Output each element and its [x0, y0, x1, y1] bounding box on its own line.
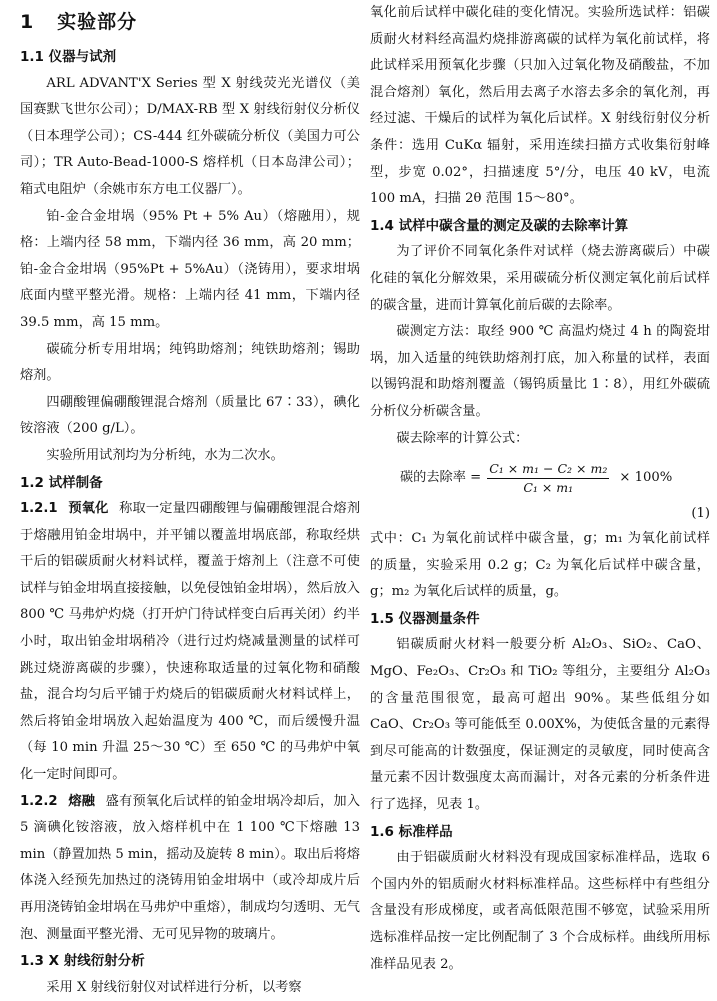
- xrd-paragraph-start: 采用 X 射线衍射仪对试样进行分析，以考察: [46, 979, 302, 995]
- subsection-1-6-title: 1.6 标准样品: [370, 823, 453, 840]
- equation-number-row: [370, 502, 710, 526]
- subsection-1-2-2-name: 熔融: [68, 793, 96, 809]
- subsection-1-1-title: 1.1 仪器与试剂: [20, 49, 117, 65]
- formula-body: [400, 458, 672, 498]
- right-column: [370, 0, 710, 978]
- formula-intro: 碳去除率的计算公式：: [396, 430, 529, 446]
- measurement-conditions-paragraph: 铝碳质耐火材料一般要分析 Al₂O₃、SiO₂、CaO、MgO、Fe₂O₃、Cr₂O₃ 和 TiO₂ 等组分，主要组分 Al₂O₃ 的含量范围很宽，最高可超出 90%。某些低组分如 CaO、Cr₂O₃ 等可能低至 0.00X%，为使低含量的元素得到尽可能高的计数强度，保证测定的灵敏度，同时使高含量元素不因计数强度太高而漏计，对各元素的分析条件进行了选择，见表 1。: [370, 637, 710, 813]
- subsection-1-2-title: 1.2 试样制备: [20, 474, 103, 491]
- section-title: 实验部分: [57, 11, 138, 33]
- flux-paragraph: 四硼酸锂偏硼酸锂混合熔剂（质量比 67∶33），碘化铵溶液（200 g/L）。: [20, 394, 360, 437]
- cs-crucible-paragraph: 碳硫分析专用坩埚；纯钨助熔剂；纯铁助熔剂；锡助熔剂。: [20, 341, 360, 384]
- section-heading: [20, 4, 360, 40]
- subsection-1-5-title: 1.5 仪器测量条件: [370, 610, 480, 627]
- formula-numerator: C₁ × m₁ − C₂ × m₂: [487, 460, 609, 479]
- formula-variables-paragraph: 式中：C₁ 为氧化前试样中碳含量，g；m₁ 为氧化前试样的质量，实验采用 0.2 g；C₂ 为氧化后试样中碳含量，g；m₂ 为氧化后试样的质量，g。: [370, 531, 710, 600]
- formula-denominator: C₁ × m₁: [523, 479, 574, 495]
- crucible-paragraph: 铂-金合金坩埚（95% Pt + 5% Au）（熔融用），规格：上端内径 58 mm，下端内径 36 mm，高 20 mm；铂-金合金坩埚（95%Pt + 5%Au）（浇铸用），要求坩埚底面内壁平整光滑。规格：上端内径 41 mm，下端内径 39.5 mm，高 15 mm。: [20, 208, 360, 330]
- formula-label: 碳的去除率 =: [400, 469, 482, 485]
- xrd-paragraph-cont: 氧化前后试样中碳化硅的变化情况。实验所选试样：铝碳质耐火材料经高温灼烧排游离碳的试样为氧化前试样，将此试样采用预氧化步骤（只加入过氧化物及硝酸盐，不加混合熔剂）氧化，然后用去离子水溶去多余的氧化剂，再经过滤、干燥后的试样为氧化后试样。X 射线衍射仪分析条件：选用 CuKα 辐射，采用连续扫描方式收集衍射峰型，步宽 0.02°，扫描速度 5°/分，电压 40 kV，电流 100 mA，扫描 2θ 范围 15～80°。: [370, 5, 710, 207]
- subsection-1-2-1-name: 预氧化: [68, 501, 109, 517]
- formula-fraction: [487, 460, 609, 497]
- standard-samples-paragraph: 由于铝碳质耐火材料没有现成国家标准样品，选取 6 个国内外的铝质耐火材料标准样品。这些标样中有些组分含量没有形成梯度，或者高低限范围不够宽，试验采用所选标准样品按一定比例配制了 3 个合成标样。曲线所用标准样品见表 2。: [370, 850, 710, 972]
- subsection-1-3-title: 1.3 X 射线衍射分析: [20, 953, 145, 970]
- section-number: 1: [20, 11, 35, 33]
- subsection-1-2-2-number: 1.2.2: [20, 793, 58, 809]
- equation-number: (1): [691, 506, 710, 522]
- instruments-paragraph: ARL ADVANT'X Series 型 X 射线荧光光谱仪（美国赛默飞世尔公司）；D/MAX-RB 型 X 射线衍射仪分析仪（日本理学公司）；CS-444 红外碳硫分析仪（美国力可公司）；TR Auto-Bead-1000-S 熔样机（日本岛津公司）；箱式电阻炉（余姚市东方电工仪器厂）。: [20, 75, 360, 197]
- left-column: [20, 0, 360, 1001]
- subsection-1-2-1-number: 1.2.1: [20, 501, 58, 517]
- reagent-paragraph: 实验所用试剂均为分析纯，水为二次水。: [46, 447, 284, 463]
- fusion-paragraph: [20, 789, 360, 949]
- formula-tail: × 100%: [619, 469, 673, 485]
- fusion-text: 盛有预氧化后试样的铂金坩埚冷却后，加入 5 滴碘化铵溶液，放入熔样机中在 1 100 ℃下熔融 13 min（静置加热 5 min，摇动及旋转 8 min）。取出后将熔体浇入经预先加热过的浇铸用铂金坩埚中（或冷却成片后再用浇铸铂金坩埚在马弗炉中重熔），制成均匀透明、无气泡、测量面平整光滑、无可见异物的玻璃片。: [20, 793, 361, 942]
- preoxidation-text: 称取一定量四硼酸锂与偏硼酸锂混合熔剂于熔融用铂金坩埚中，并平铺以覆盖坩埚底部，称取经烘干后的铝碳质耐火材料试样，覆盖于熔剂上（注意不可使试样与铂金坩埚直接接触，以免侵蚀铂金坩埚），然后放入 800 ℃ 马弗炉灼烧（打开炉门待试样变白后再关闭）约半小时，取出铂金坩埚稍冷（进行过灼烧减量测量的试样可跳过烧游离碳的步骤），快速称取适量的过氧化物和硝酸盐，混合均匀后平铺于灼烧后的铝碳质耐火材料试样上，然后将铂金坩埚放入起始温度为 400 ℃，而后缓慢升温（每 10 min 升温 25～30 ℃）至 650 ℃ 的马弗炉中氧化一定时间即可。: [20, 501, 361, 783]
- preoxidation-paragraph: [20, 496, 360, 789]
- removal-rate-formula: [370, 454, 710, 500]
- carbon-method-paragraph: 碳测定方法：取经 900 ℃ 高温灼烧过 4 h 的陶瓷坩埚，加入适量的纯铁助熔剂打底，加入称量的试样，表面以锡钨混和助熔剂覆盖（锡钨质量比 1∶8），用红外碳硫分析仪分析碳含量。: [370, 324, 710, 419]
- carbon-eval-paragraph: 为了评价不同氧化条件对试样（烧去游离碳后）中碳化硅的氧化分解效果，采用碳硫分析仪测定氧化前后试样的碳含量，进而计算氧化前后碳的去除率。: [370, 244, 710, 313]
- subsection-1-4-title: 1.4 试样中碳含量的测定及碳的去除率计算: [370, 217, 629, 234]
